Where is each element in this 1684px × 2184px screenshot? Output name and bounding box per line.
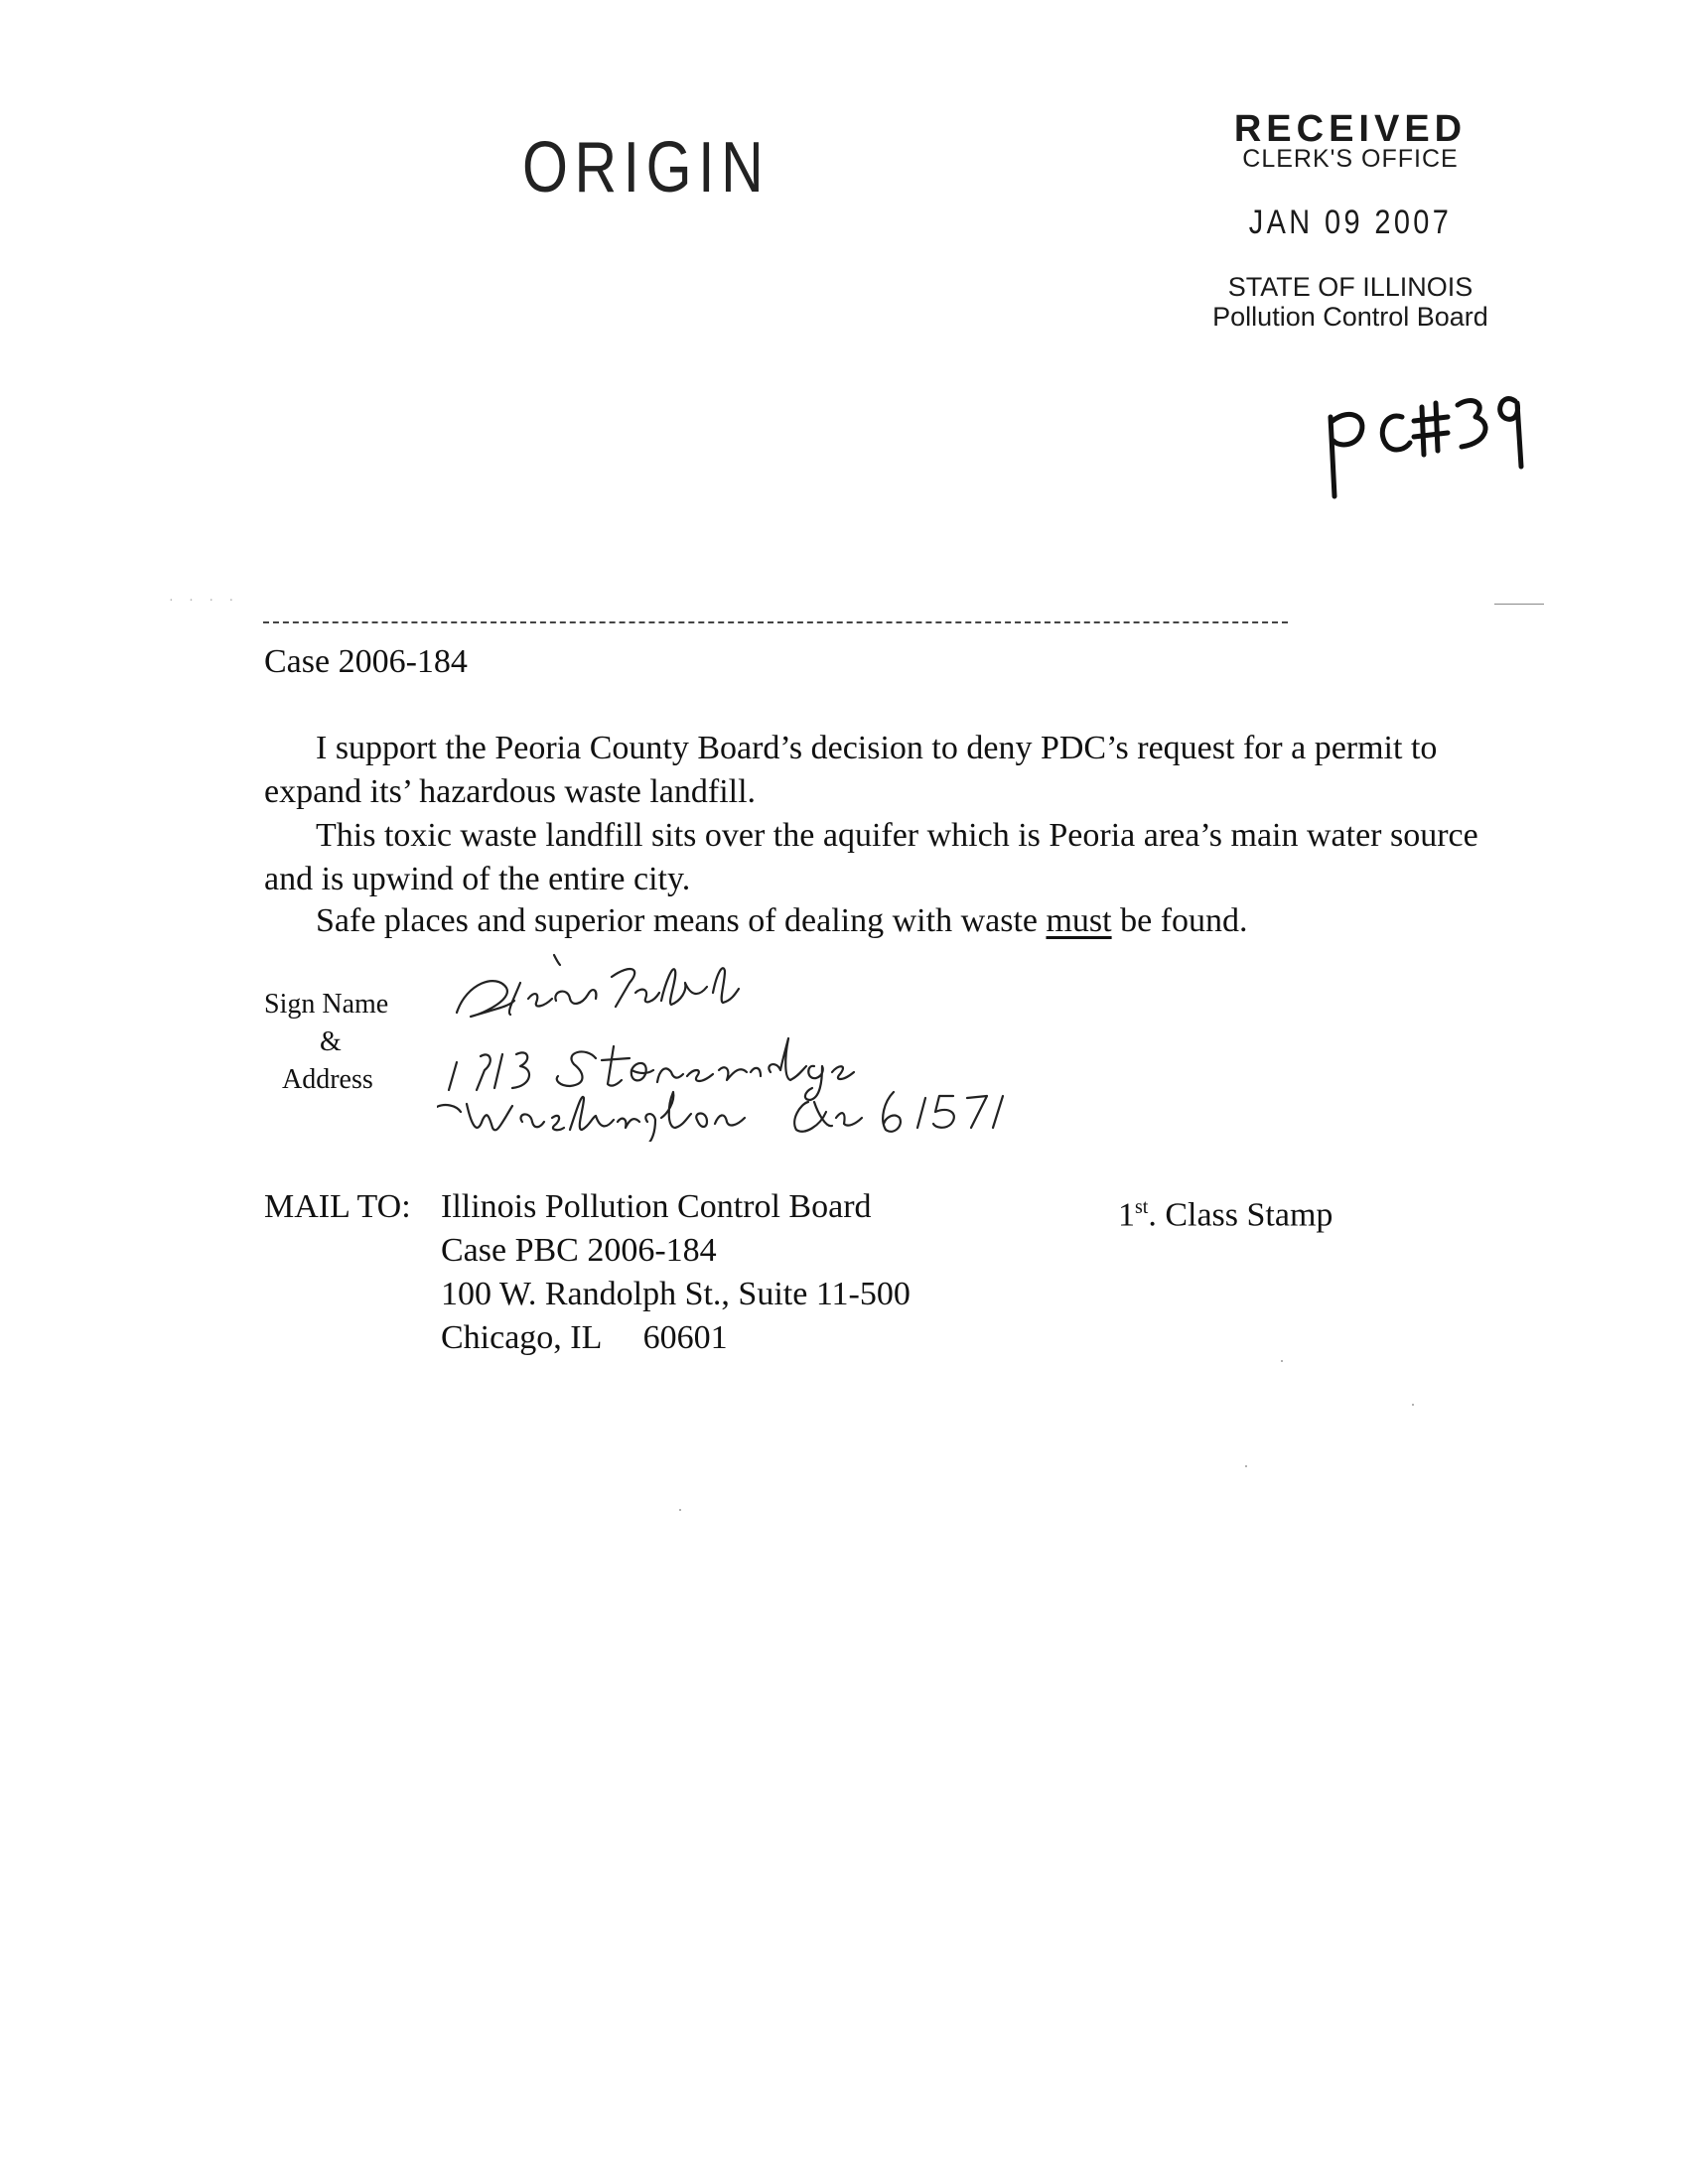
handwritten-pc-mark: [1311, 377, 1529, 506]
paragraph-aquifer: This toxic waste landfill sits over the aquifer which is Peoria area’s main water source and is upwind of the entire city.: [264, 817, 1478, 897]
sign-name-label: Sign Name: [264, 989, 389, 1020]
sign-address-label: Address: [282, 1064, 373, 1095]
received-title: RECEIVED: [1233, 108, 1468, 150]
received-stamp: [1182, 109, 1519, 332]
first-class-stamp-note: [1118, 1185, 1333, 1237]
p3-before: Safe places and superior means of dealing with waste: [316, 902, 1047, 939]
received-date: JAN 09 2007: [1248, 204, 1453, 241]
scan-speck: [1245, 1465, 1247, 1467]
scan-speck: [679, 1509, 681, 1511]
mail-line-city: Chicago, IL 60601: [441, 1319, 728, 1356]
scan-speck: [1412, 1404, 1414, 1406]
received-state: STATE OF ILLINOIS: [1227, 272, 1474, 302]
stamp-ordinal-suffix: st: [1135, 1196, 1149, 1218]
mail-line-recipient: Illinois Pollution Control Board: [441, 1188, 872, 1225]
scan-speck: [1281, 1360, 1283, 1362]
sign-amp-label: &: [320, 1026, 342, 1057]
mail-to-label: MAIL TO:: [264, 1188, 411, 1225]
p3-after: be found.: [1111, 902, 1248, 939]
original-stamp: ORIGIN: [522, 128, 771, 207]
scan-dots: · · · ·: [169, 594, 240, 609]
paragraph-support: I support the Peoria County Board’s decision to deny PDC’s request for a permit to expand its’ hazardous waste landfill.: [264, 730, 1438, 810]
paragraph-safe-places: [264, 899, 1485, 943]
handwritten-signature: [437, 943, 1172, 1142]
stamp-ordinal: 1: [1118, 1196, 1135, 1234]
short-rule: [1494, 604, 1544, 605]
received-board: Pollution Control Board: [1212, 302, 1488, 332]
mail-line-street: 100 W. Randolph St., Suite 11-500: [441, 1276, 911, 1312]
case-label: Case 2006-184: [264, 643, 468, 680]
dashed-separator: [263, 621, 1288, 623]
stamp-note-rest: . Class Stamp: [1148, 1196, 1333, 1234]
received-office: CLERK'S OFFICE: [1242, 145, 1459, 173]
mail-line-case: Case PBC 2006-184: [441, 1232, 717, 1269]
p3-underlined: must: [1046, 902, 1112, 939]
